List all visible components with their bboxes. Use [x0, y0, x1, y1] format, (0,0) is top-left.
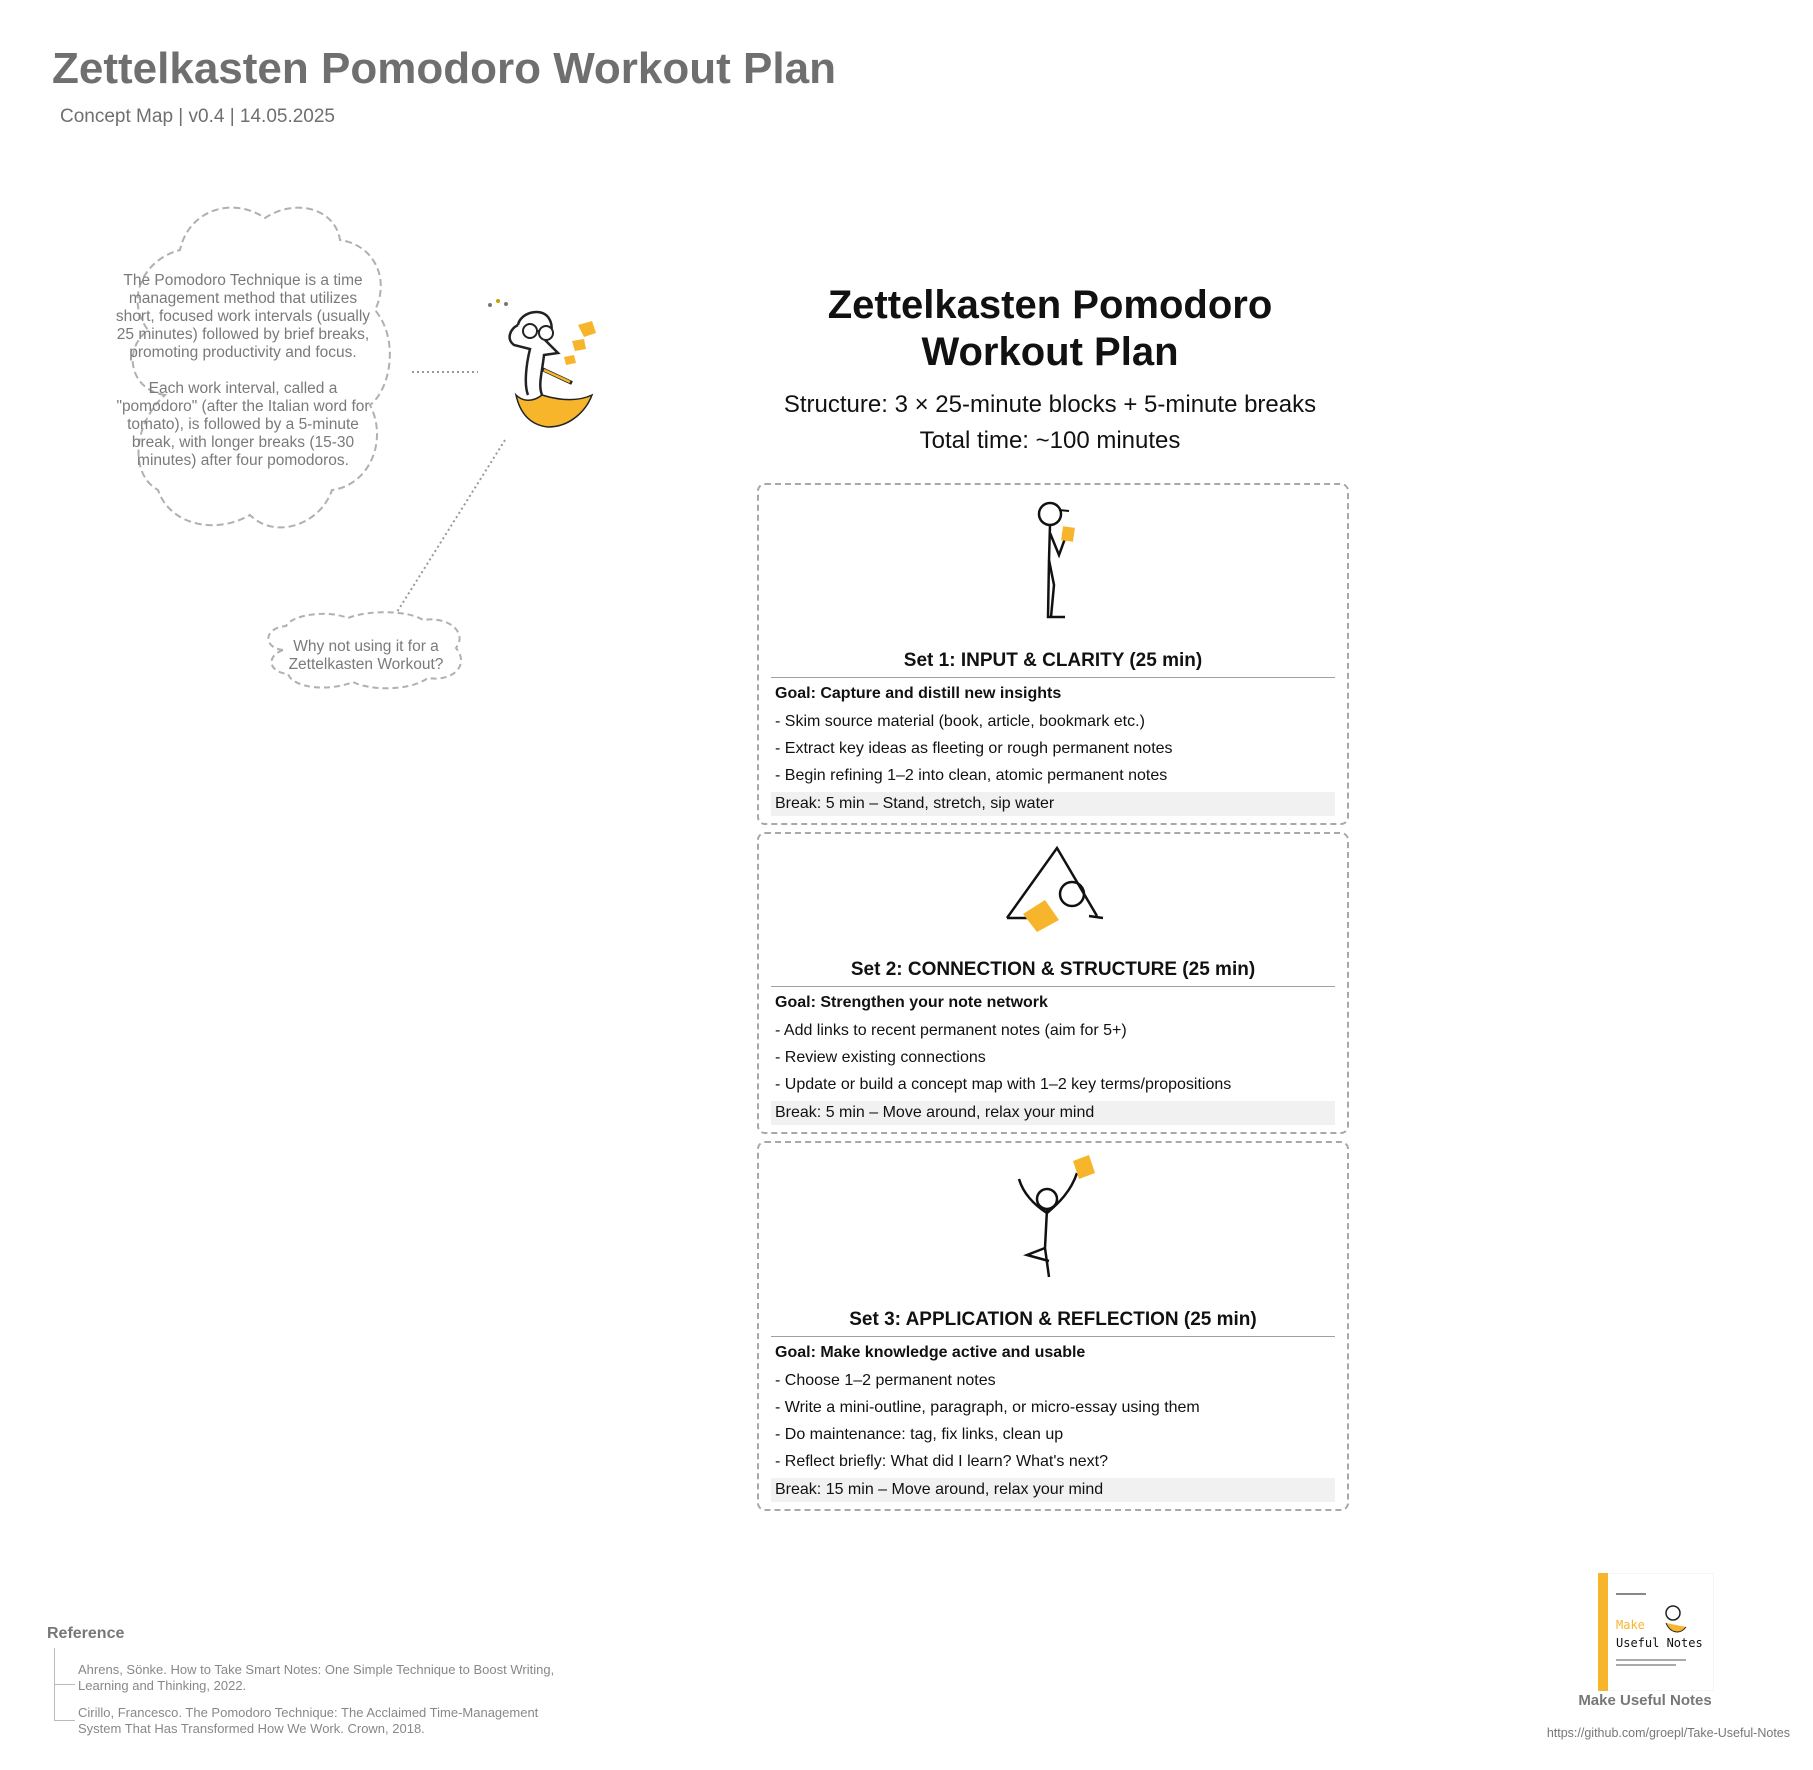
book-cover-icon[interactable] [1598, 1573, 1714, 1691]
set-2-divider [771, 986, 1335, 987]
set-3-goal: Goal: Make knowledge active and usable [775, 1344, 1086, 1361]
set-2-item: - Review existing connections [775, 1049, 986, 1066]
set-3-item: - Reflect briefly: What did I learn? What's next? [775, 1453, 1108, 1470]
set-2-break: Break: 5 min – Move around, relax your mind [771, 1101, 1335, 1125]
set-1-title: Set 1: INPUT & CLARITY (25 min) [903, 650, 1203, 671]
set-3-break: Break: 15 min – Move around, relax your mind [771, 1478, 1335, 1502]
plan-title: Zettelkasten Pomodoro Workout Plan [827, 283, 1273, 374]
plan-total-time: Total time: ~100 minutes [919, 427, 1181, 454]
set-3-card [757, 1141, 1349, 1511]
set-3-item: - Do maintenance: tag, fix links, clean up [775, 1426, 1064, 1443]
set-2-card [757, 832, 1349, 1134]
thought-cloud-text [110, 272, 376, 488]
set-2-item: - Update or build a concept map with 1–2 key terms/propositions [775, 1076, 1232, 1093]
reference-tree-line [54, 1684, 75, 1721]
triangle-pose-person-icon [759, 834, 1347, 944]
set-1-break: Break: 5 min – Stand, stretch, sip water [771, 792, 1335, 816]
set-3-title: Set 3: APPLICATION & REFLECTION (25 min) [849, 1309, 1257, 1330]
set-1-divider [771, 677, 1335, 678]
question-cloud-text: Why not using it for a Zettelkasten Workout? [288, 638, 444, 673]
reference-heading: Reference [47, 1625, 125, 1642]
plan-structure: Structure: 3 × 25-minute blocks + 5-minute breaks [783, 391, 1317, 418]
set-1-card [757, 483, 1349, 825]
thought-cloud-paragraph-2: Each work interval, called a "pomodoro" (after the Italian word for tomato), is followed by a 5-minute break, with longer breaks (15-30 minutes) after four pomodoros. [116, 380, 370, 469]
set-2-item: - Add links to recent permanent notes (aim for 5+) [775, 1022, 1127, 1039]
brand-url-link[interactable]: https://github.com/groepl/Take-Useful-Notes [1546, 1726, 1790, 1740]
standing-person-icon [759, 485, 1347, 630]
thinking-character-icon [480, 295, 610, 445]
reference-tree-line [54, 1648, 75, 1685]
brand-name: Make Useful Notes [1578, 1692, 1712, 1709]
set-3-item: - Choose 1–2 permanent notes [775, 1372, 996, 1389]
book-cover-title-rest: Useful Notes [1616, 1636, 1703, 1650]
book-cover-title-make: Make [1616, 1618, 1645, 1632]
set-1-item: - Skim source material (book, article, bookmark etc.) [775, 713, 1145, 730]
page-title: Zettelkasten Pomodoro Workout Plan [52, 44, 836, 93]
thought-cloud-paragraph-1: The Pomodoro Technique is a time management method that utilizes short, focused work intervals (usually 25 minutes) followed by brief breaks, promoting productivity and focus. [115, 272, 371, 361]
set-2-goal: Goal: Strengthen your note network [775, 994, 1048, 1011]
set-1-goal: Goal: Capture and distill new insights [775, 685, 1062, 702]
set-1-item: - Begin refining 1–2 into clean, atomic permanent notes [775, 767, 1168, 784]
reference-item[interactable]: Ahrens, Sönke. How to Take Smart Notes: One Simple Technique to Boost Writing, Learning and Thinking, 2022. [78, 1662, 555, 1693]
set-2-title: Set 2: CONNECTION & STRUCTURE (25 min) [850, 959, 1256, 980]
set-1-item: - Extract key ideas as fleeting or rough permanent notes [775, 740, 1173, 757]
celebrating-person-icon [759, 1143, 1347, 1288]
set-3-divider [771, 1336, 1335, 1337]
page-subtitle: Concept Map | v0.4 | 14.05.2025 [60, 106, 335, 127]
reference-item[interactable]: Cirillo, Francesco. The Pomodoro Technique: The Acclaimed Time-Management System That Has Transformed How We Work. Crown, 2018. [78, 1705, 539, 1736]
set-3-item: - Write a mini-outline, paragraph, or micro-essay using them [775, 1399, 1200, 1416]
